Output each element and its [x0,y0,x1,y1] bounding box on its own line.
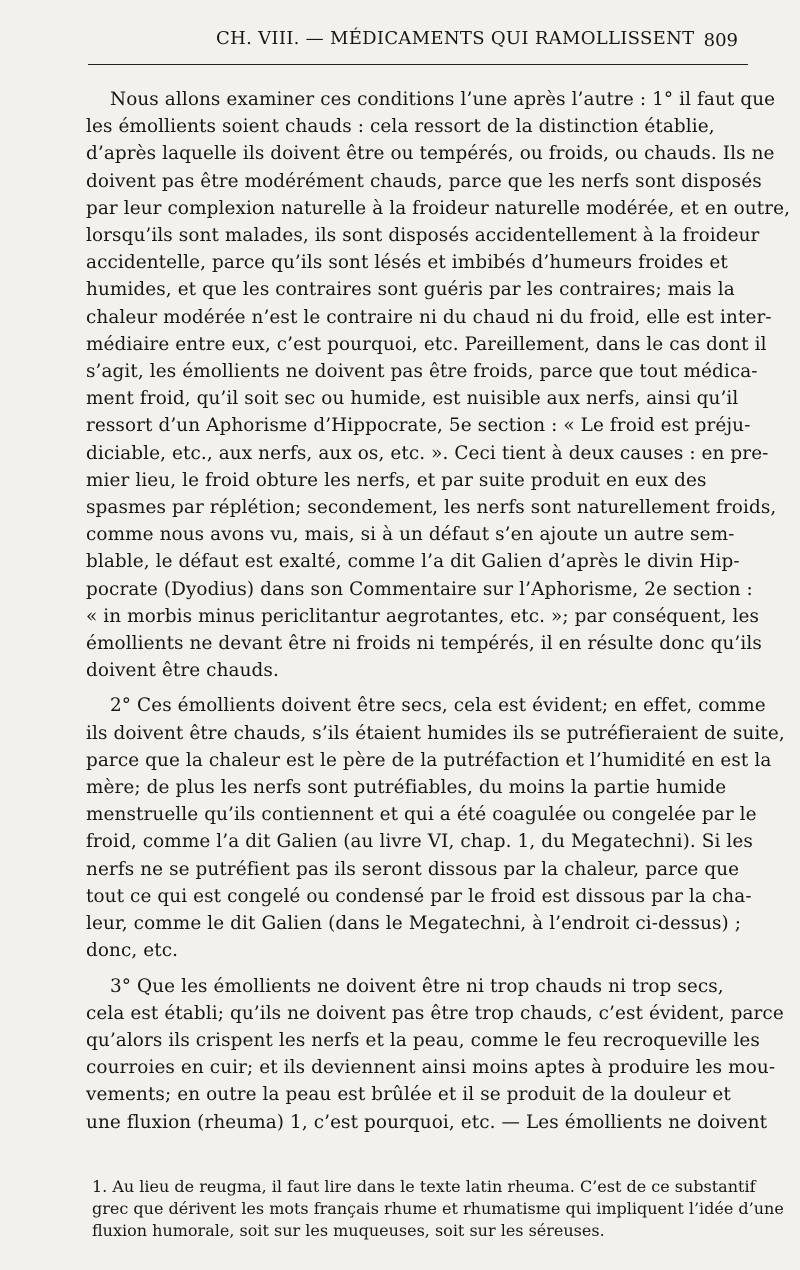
text-line: doivent être chauds. [86,660,279,682]
footnote-line: 1. Au lieu de reugma, il faut lire dans le texte latin rheuma. C’est de ce substantif [92,1177,756,1196]
running-title: CH. VIII. — MÉDICAMENTS QUI RAMOLLISSENT [216,28,695,49]
text-line: 3° Que les émollients ne doivent être ni trop chauds ni trop secs, [110,975,724,997]
text-line: parce que la chaleur est le père de la putréfaction et l’humidité en est la [86,749,772,771]
text-line: vements; en outre la peau est brûlée et il se produit de la douleur et [86,1084,731,1106]
text-line: les émollients soient chauds : cela ressort de la distinction établie, [86,116,715,138]
text-line: qu’alors ils crispent les nerfs et la peau, comme le feu recroqueville les [86,1029,760,1051]
text-line: comme nous avons vu, mais, si à un défaut s’en ajoute un autre sem- [86,524,735,546]
text-line: d’après laquelle ils doivent être ou tempérés, ou froids, ou chauds. Ils ne [86,143,775,165]
text-line: cela est établi; qu’ils ne doivent pas être trop chauds, c’est évident, parce [86,1002,784,1024]
paragraph-1 [86,86,791,684]
main-text [86,86,791,1136]
text-line: chaleur modérée n’est le contraire ni du chaud ni du froid, elle est inter- [86,306,772,328]
text-line: diciable, etc., aux nerfs, aux os, etc. ». Ceci tient à deux causes : en pre- [86,442,769,464]
text-line: « in morbis minus periclitantur aegrotantes, etc. »; par conséquent, les [86,605,760,627]
text-line: par leur complexion naturelle à la froideur naturelle modérée, et en outre, [86,197,791,219]
text-line: mère; de plus les nerfs sont putréfiables, du moins la partie humide [86,777,727,799]
page-number: 809 [703,30,738,51]
paragraph-gap [86,684,766,692]
text-line: tout ce qui est congelé ou condensé par le froid est dissous par la cha- [86,885,752,907]
text-line: leur, comme le dit Galien (dans le Megatechni, à l’endroit ci-dessus) ; [86,913,742,935]
text-line: doivent pas être modérément chauds, parce que les nerfs sont disposés [86,170,762,192]
text-line: blable, le défaut est exalté, comme l’a dit Galien d’après le divin Hip- [86,551,740,573]
text-line: froid, comme l’a dit Galien (au livre VI, chap. 1, du Megatechni). Si les [86,831,753,853]
text-line: menstruelle qu’ils contiennent et qui a été coagulée ou congelée par le [86,804,757,826]
text-line: Nous allons examiner ces conditions l’une après l’autre : 1° il faut que [110,89,776,110]
text-line: émollients ne devant être ni froids ni tempérés, il en résulte donc qu’ils [86,633,762,655]
text-line: médiaire entre eux, c’est pourquoi, etc. Pareillement, dans le cas dont il [86,333,767,355]
text-line: une fluxion (rheuma) 1, c’est pourquoi, etc. — Les émollients ne doivent [86,1111,768,1133]
text-line: mier lieu, le froid obture les nerfs, et par suite produit en eux des [86,469,707,491]
paragraph-2 [86,692,785,964]
text-line: s’agit, les émollients ne doivent pas être froids, parce que tout médica- [86,361,758,383]
text-line: ment froid, qu’il soit sec ou humide, est nuisible aux nerfs, ainsi qu’il [86,388,739,410]
text-line: lorsqu’ils sont malades, ils sont disposés accidentellement à la froideur [86,225,760,247]
text-line: ils doivent être chauds, s’ils étaient humides ils se putréfieraient de suite, [86,722,785,744]
footnote-separator [86,1164,296,1165]
paragraph-gap [86,965,766,973]
text-line: spasmes par réplétion; secondement, les nerfs sont naturellement froids, [86,497,777,519]
footnote-line: fluxion humorale, soit sur les muqueuses, soit sur les séreuses. [92,1221,605,1240]
text-line: ressort d’un Aphorisme d’Hippocrate, 5e section : « Le froid est préju- [86,415,751,437]
text-line: 2° Ces émollients doivent être secs, cela est évident; en effet, comme [110,695,766,717]
footnote [92,1176,784,1242]
text-line: accidentelle, parce qu’ils sont lésés et imbibés d’humeurs froides et [86,252,728,274]
text-line: humides, et que les contraires sont guéris par les contraires; mais la [86,279,735,301]
text-line: nerfs ne se putréfient pas ils seront dissous par la chaleur, parce que [86,858,740,880]
text-line: donc, etc. [86,940,179,962]
paragraph-3 [86,973,784,1136]
text-line: pocrate (Dyodius) dans son Commentaire sur l’Aphorisme, 2e section : [86,578,753,600]
page-header [88,28,748,65]
text-line: courroies en cuir; et ils deviennent ainsi moins aptes à produire les mou- [86,1057,776,1079]
footnote-line: grec que dérivent les mots français rhume et rhumatisme qui impliquent l’idée d’une [92,1199,784,1218]
